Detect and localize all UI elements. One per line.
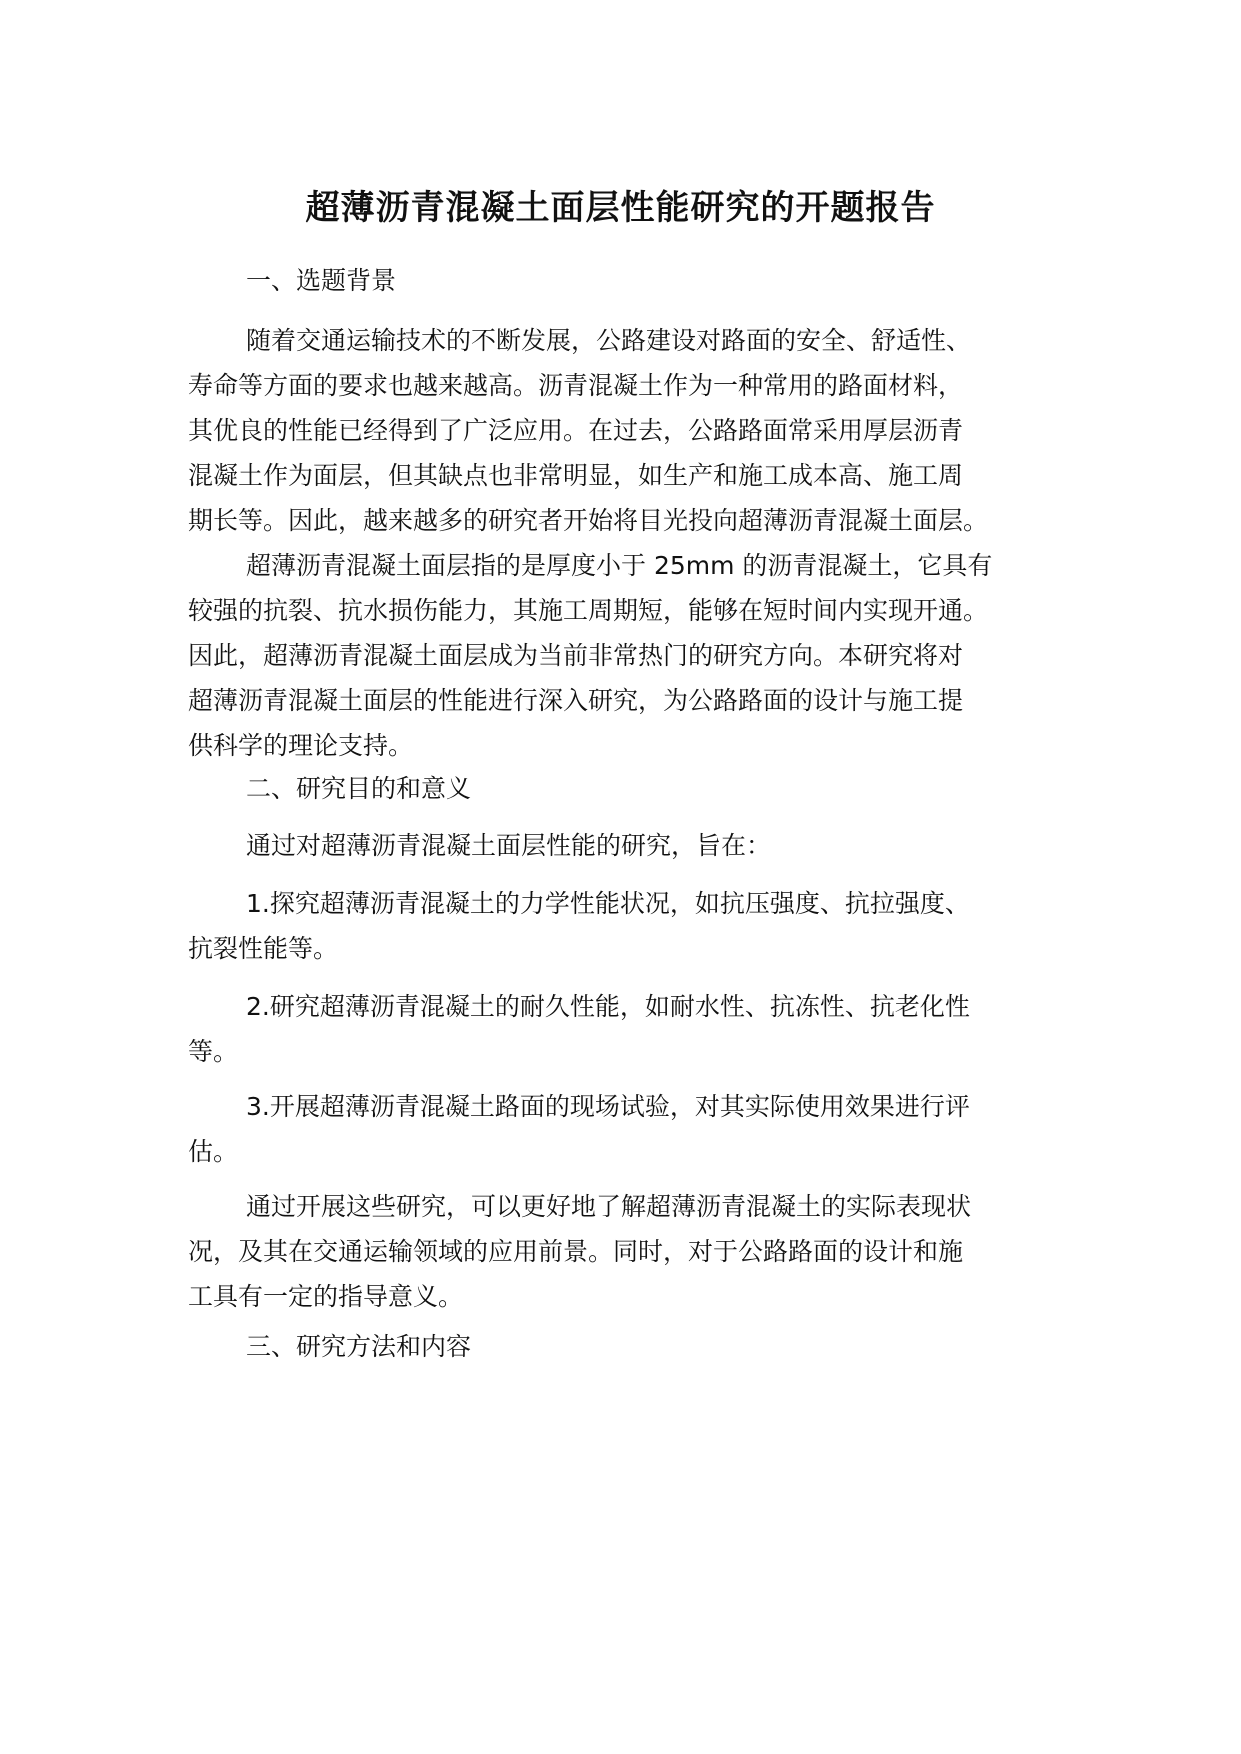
paragraph-line: 随着交通运输技术的不断发展，公路建设对路面的安全、舒适性、 xyxy=(246,326,972,355)
section-heading-background xyxy=(188,258,1068,303)
paragraph-line: 期长等。因此，越来越多的研究者开始将目光投向超薄沥青混凝土面层。 xyxy=(188,506,989,535)
paragraph-line: 较强的抗裂、抗水损伤能力，其施工周期短，能够在短时间内实现开通。 xyxy=(188,596,989,625)
document-title: 超薄沥青混凝土面层性能研究的开题报告 xyxy=(305,188,936,228)
paragraph-line: 寿命等方面的要求也越来越高。沥青混凝土作为一种常用的路面材料， xyxy=(188,371,964,400)
paragraph-line: 超薄沥青混凝土面层的性能进行深入研究，为公路路面的设计与施工提 xyxy=(188,686,964,715)
paragraph-significance xyxy=(188,1184,1068,1319)
paragraph-line: 因此，超薄沥青混凝土面层成为当前非常热门的研究方向。本研究将对 xyxy=(188,641,964,670)
paragraph-line: 3.开展超薄沥青混凝土路面的现场试验，对其实际使用效果进行评 xyxy=(246,1092,970,1121)
paragraph-line: 2.研究超薄沥青混凝土的耐久性能，如耐水性、抗冻性、抗老化性 xyxy=(246,992,970,1021)
list-item-3 xyxy=(188,1084,1068,1174)
paragraph-line: 等。 xyxy=(188,1037,239,1066)
list-item-1 xyxy=(188,881,1068,971)
paragraph-line: 通过对超薄沥青混凝土面层性能的研究，旨在： xyxy=(246,831,772,860)
section-heading-methods xyxy=(188,1324,1068,1369)
paragraph-ultrathin-definition xyxy=(188,543,1068,768)
section-heading-purpose xyxy=(188,766,1068,811)
paragraph-background xyxy=(188,318,1068,543)
paragraph-line: 供科学的理论支持。 xyxy=(188,731,414,760)
heading-line: 三、研究方法和内容 xyxy=(246,1332,472,1361)
list-item-2 xyxy=(188,984,1068,1074)
paragraph-line: 况，及其在交通运输领域的应用前景。同时，对于公路路面的设计和施 xyxy=(188,1237,964,1266)
paragraph-line: 通过开展这些研究，可以更好地了解超薄沥青混凝土的实际表现状 xyxy=(246,1192,972,1221)
paragraph-line: 超薄沥青混凝土面层指的是厚度小于 25mm 的沥青混凝土，它具有 xyxy=(246,551,993,580)
heading-line: 二、研究目的和意义 xyxy=(246,774,472,803)
paragraph-line: 1.探究超薄沥青混凝土的力学性能状况，如抗压强度、抗拉强度、 xyxy=(246,889,970,918)
paragraph-line: 抗裂性能等。 xyxy=(188,934,339,963)
paragraph-line: 混凝土作为面层，但其缺点也非常明显，如生产和施工成本高、施工周 xyxy=(188,461,964,490)
paragraph-aim xyxy=(188,823,1068,868)
paragraph-line: 其优良的性能已经得到了广泛应用。在过去，公路路面常采用厚层沥青 xyxy=(188,416,964,445)
paragraph-line: 工具有一定的指导意义。 xyxy=(188,1282,464,1311)
heading-line: 一、选题背景 xyxy=(246,266,397,295)
paragraph-line: 估。 xyxy=(188,1137,239,1166)
